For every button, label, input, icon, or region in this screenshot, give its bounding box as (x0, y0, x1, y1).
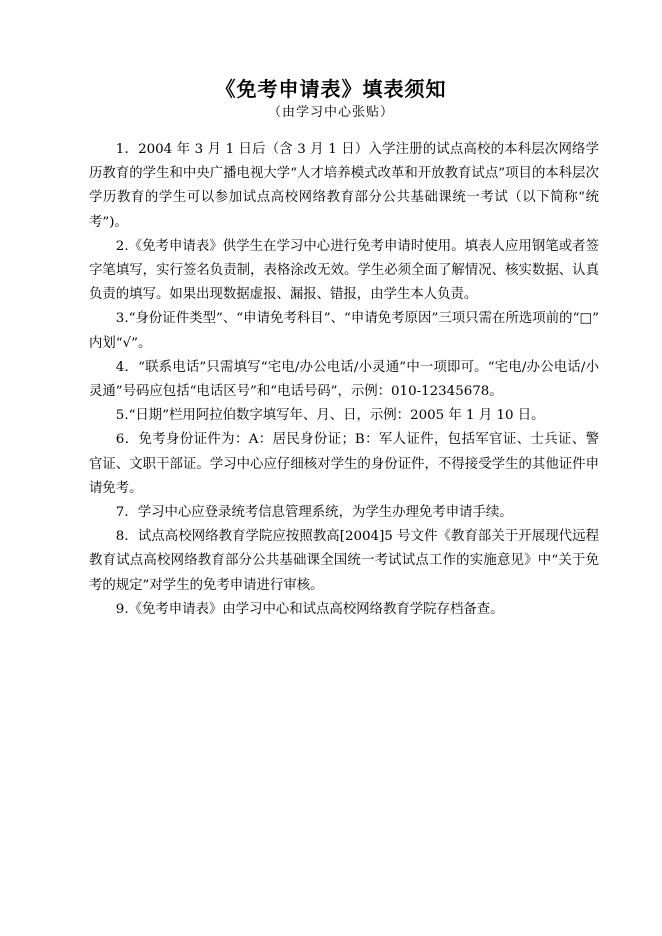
instruction-item-1: 1．2004 年 3 月 1 日后（含 3 月 1 日）入学注册的试点高校的本科层次网络学历教育的学生和中央广播电视大学“人才培养模式改革和开放教育试点”项目的本科层次学历教育的学生可以参加试点高校网络教育部分公共基础课统一考试（以下简称“统考”)。 (89, 142, 599, 230)
document-subtitle: （由学习中心张贴） (267, 105, 394, 120)
instructions-list (89, 138, 599, 622)
instruction-item-6: 6．免考身份证件为：A：居民身份证；B：军人证件，包括军官证、士兵证、警官证、文职干部证。学习中心应仔细核对学生的身份证件，不得接受学生的其他证件申请免考。 (89, 432, 599, 496)
instruction-item-7: 7．学习中心应登录统考信息管理系统，为学生办理免考申请手续。 (115, 505, 513, 521)
instruction-item-3: 3.“身份证件类型”、“申请免考科目”、“申请免考原因”三项只需在所选项前的“□” 内划“√”。 (89, 311, 599, 351)
instruction-item-4: 4．“联系电话”只需填写“宅电/办公电话/小灵通”中一项即可。“宅电/办公电话/小灵通”号码应包括“电话区号”和“电话号码”，示例：010-12345678。 (89, 359, 599, 400)
document-title: 《免考申请表》填表须知 (215, 77, 447, 101)
instruction-item-9: 9.《免考申请表》由学习中心和试点高校网络教育学院存档备查。 (115, 601, 504, 617)
instruction-item-5: 5.“日期”栏用阿拉伯数字填写年、月、日，示例：2005 年 1 月 10 日。 (115, 408, 545, 424)
instruction-item-8: 8．试点高校网络教育学院应按照教高[2004]5 号文件《教育部关于开展现代远程教育试点高校网络教育部分公共基础课全国统一考试试点工作的实施意见》中“关于免考的规定”对学生的免考申请进行审核。 (89, 529, 599, 593)
instruction-item-2: 2.《免考申请表》供学生在学习中心进行免考申请时使用。填表人应用钢笔或者签字笔填写，实行签名负责制，表格涂改无效。学生必须全面了解情况、核实数据、认真负责的填写。如果出现数据虚报、漏报、错报，由学生本人负责。 (89, 238, 599, 303)
